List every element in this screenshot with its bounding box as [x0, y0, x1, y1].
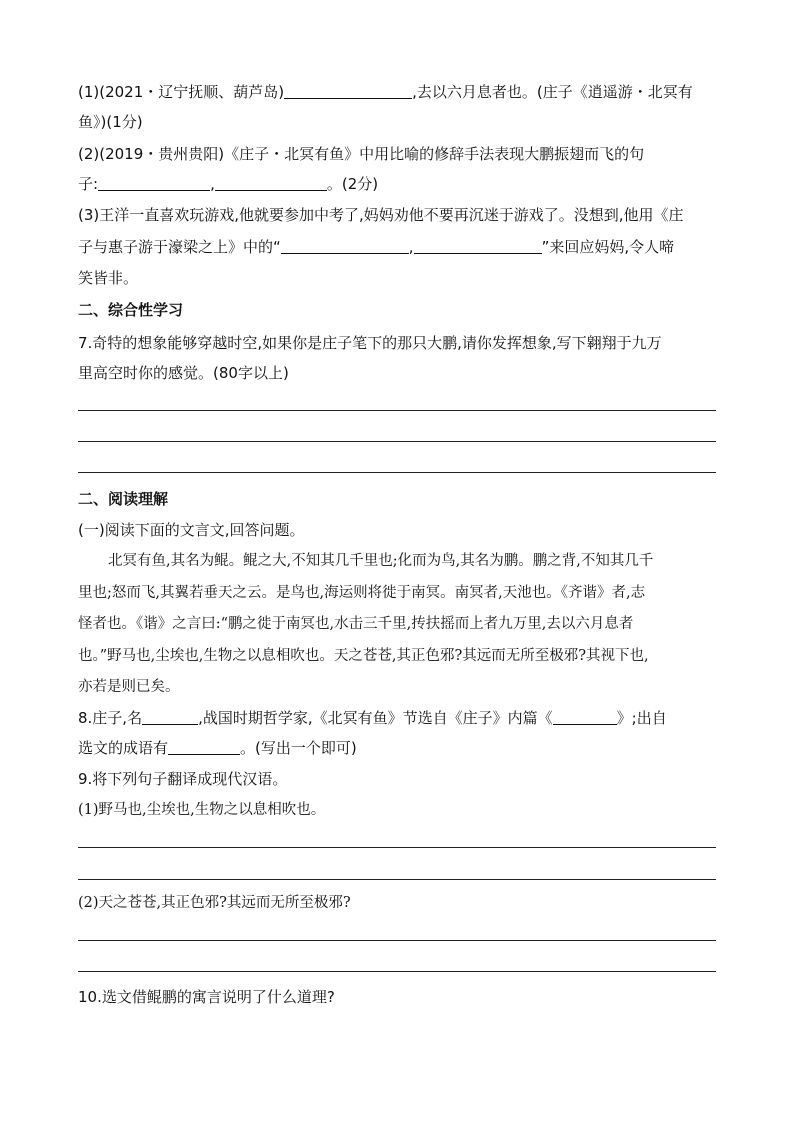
answer-blank[interactable]: [284, 82, 412, 99]
section-heading-comprehensive: 二、综合性学习: [78, 301, 184, 319]
answer-blank[interactable]: [414, 237, 542, 254]
q8-line2: 选文的成语有 。(写出一个即可): [78, 739, 357, 757]
answer-line[interactable]: [78, 472, 716, 473]
answer-line[interactable]: [78, 971, 716, 972]
q6-item1-line1: (1)(2021・辽宁抚顺、葫芦岛) ,去以六月息者也。(庄子《逍遥游・北冥有: [78, 83, 693, 101]
reading-part-one-intro: (一)阅读下面的文言文,回答问题。: [78, 521, 305, 539]
answer-blank[interactable]: [98, 174, 210, 191]
passage-line: 北冥有鱼,其名为鲲。鲲之大,不知其几千里也;化而为鸟,其名为鹏。鹏之背,不知其几千: [108, 553, 654, 569]
section-heading-reading: 二、阅读理解: [78, 490, 169, 508]
q6-item2-line2: 子: , 。(2分): [78, 175, 379, 193]
q10-question: 10.选文借鲲鹏的寓言说明了什么道理?: [78, 988, 335, 1006]
answer-blank[interactable]: [142, 708, 198, 725]
answer-blank[interactable]: [281, 237, 409, 254]
answer-line[interactable]: [78, 441, 716, 442]
q8-line1: 8.庄子,名 ,战国时期哲学家,《北冥有鱼》节选自《庄子》内篇《 》;出自: [78, 709, 667, 727]
passage-line: 也。”野马也,尘埃也,生物之以息相吹也。天之苍苍,其正色邪?其远而无所至极邪?其视下也,: [78, 648, 649, 664]
answer-line[interactable]: [78, 410, 716, 411]
q9-title: 9.将下列句子翻译成现代汉语。: [78, 770, 288, 788]
answer-blank[interactable]: [168, 738, 240, 755]
q6-item2-line1: (2)(2019・贵州贵阳)《庄子・北冥有鱼》中用比喻的修辞手法表现大鹏振翅而飞的句: [78, 145, 645, 163]
q6-item3-line1: (3)王洋一直喜欢玩游戏,他就要参加中考了,妈妈劝他不要再沉迷于游戏了。没想到,他用《庄: [78, 206, 684, 224]
q6-item3-line3: 笑皆非。: [78, 269, 139, 287]
q6-item3-line2: 子与惠子游于濠梁之上》中的“ , ”来回应妈妈,令人啼: [78, 238, 675, 256]
q7-line2: 里高空时你的感觉。(80字以上): [78, 364, 289, 382]
passage-line: 里也;怒而飞,其翼若垂天之云。是鸟也,海运则将徙于南冥。南冥者,天池也。《齐谐》者,志: [78, 585, 646, 601]
answer-line[interactable]: [78, 879, 716, 880]
answer-line[interactable]: [78, 847, 716, 848]
passage-line: 亦若是则已矣。: [78, 679, 180, 695]
answer-blank[interactable]: [215, 174, 327, 191]
passage-line: 怪者也。《谐》之言曰:“鹏之徙于南冥也,水击三千里,抟扶摇而上者九万里,去以六月息者: [78, 616, 634, 632]
q9-sentence-2: (2)天之苍苍,其正色邪?其远而无所至极邪?: [78, 895, 351, 911]
q7-line1: 7.奇特的想象能够穿越时空,如果你是庄子笔下的那只大鹏,请你发挥想象,写下翱翔于九万: [78, 334, 662, 352]
q6-item1-line2: 鱼》)(1分): [78, 113, 143, 131]
q9-sentence-1: (1)野马也,尘埃也,生物之以息相吹也。: [78, 802, 326, 818]
answer-line[interactable]: [78, 940, 716, 941]
answer-blank[interactable]: [553, 708, 617, 725]
